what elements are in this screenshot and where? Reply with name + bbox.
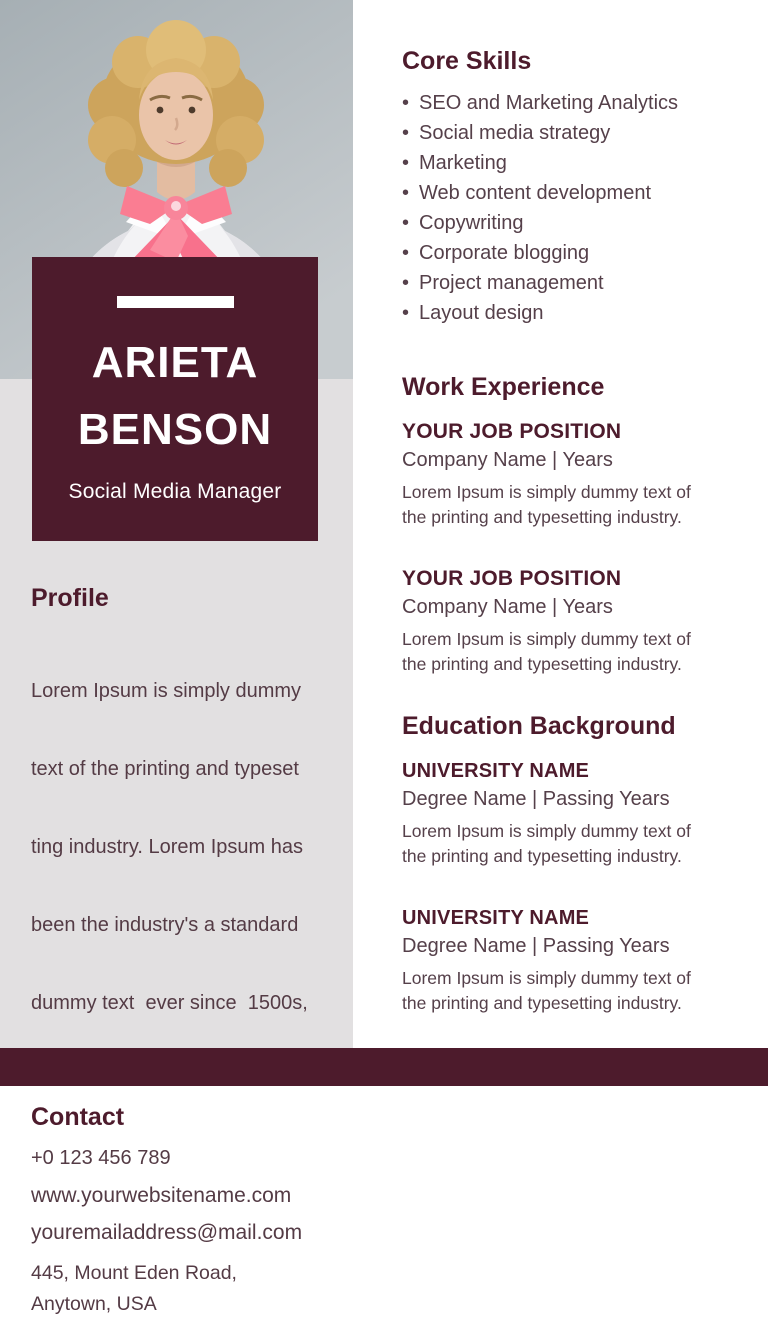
accent-bar [117,296,234,308]
first-name: ARIETA [91,338,259,387]
degree-name: Degree Name | Passing Years [402,788,670,810]
profile-line: ting industry. Lorem Ipsum has [31,835,303,858]
core-skills-heading: Core Skills [402,47,532,75]
contact-address-line: 445, Mount Eden Road, [31,1262,237,1284]
skill-item [402,268,732,298]
bullet-icon: • [402,302,410,324]
work-entry [402,567,732,677]
skill-label: Copywriting [419,212,524,234]
profile-heading: Profile [31,584,109,612]
skills-list [402,88,732,328]
job-title: Social Media Manager [68,480,282,503]
contact-address [31,1258,331,1320]
company-name: Company Name | Years [402,449,613,471]
skill-label: Project management [419,272,604,294]
contact-heading: Contact [31,1102,125,1131]
degree-name: Degree Name | Passing Years [402,935,670,957]
job-description: Lorem Ipsum is simply dummy text of the printing and typesetting industry. [402,629,691,674]
skill-label: Marketing [419,152,507,174]
last-name: BENSON [77,405,273,454]
contact-list [31,1147,331,1320]
left-column [0,0,353,1315]
skill-item [402,148,732,178]
skill-item [402,298,732,328]
right-column [353,0,768,1086]
profile-line: dummy text ever since 1500s, [31,991,308,1014]
education-entry [402,759,732,869]
name-card [32,257,318,541]
bullet-icon: • [402,152,410,174]
contact-address-line: Anytown, USA [31,1293,157,1315]
contact-phone: +0 123 456 789 [31,1147,171,1169]
skill-item [402,118,732,148]
bullet-icon: • [402,212,410,234]
education-heading: Education Background [402,712,676,740]
job-position: YOUR JOB POSITION [402,567,622,590]
university-name: UNIVERSITY NAME [402,907,590,929]
contact-email: youremailaddress@mail.com [31,1221,303,1244]
bullet-icon: • [402,92,410,114]
bullet-icon: • [402,122,410,144]
skill-item [402,178,732,208]
company-name: Company Name | Years [402,596,613,618]
bullet-icon: • [402,272,410,294]
profile-text [31,626,331,1068]
left-body [31,585,331,1320]
work-entry [402,420,732,530]
education-entry [402,906,732,1016]
work-experience-heading: Work Experience [402,373,605,401]
job-description: Lorem Ipsum is simply dummy text of the printing and typesetting industry. [402,482,691,527]
bullet-icon: • [402,242,410,264]
skill-item [402,238,732,268]
bullet-icon: • [402,182,410,204]
skill-label: Layout design [419,302,544,324]
profile-line: Lorem Ipsum is simply dummy [31,679,302,702]
skill-label: SEO and Marketing Analytics [419,92,679,114]
profile-line: been the industry's a standard [31,913,299,936]
university-name: UNIVERSITY NAME [402,760,590,782]
skill-label: Corporate blogging [419,242,590,264]
skill-label: Social media strategy [419,122,611,144]
education-description: Lorem Ipsum is simply dummy text of the printing and typesetting industry. [402,821,691,866]
skill-item [402,88,732,118]
footer-bar [0,1048,768,1086]
education-description: Lorem Ipsum is simply dummy text of the printing and typesetting industry. [402,968,691,1013]
profile-line: text of the printing and typeset [31,757,299,780]
job-position: YOUR JOB POSITION [402,420,622,443]
skill-label: Web content development [419,182,652,204]
contact-website: www.yourwebsitename.com [31,1184,292,1207]
skill-item [402,208,732,238]
